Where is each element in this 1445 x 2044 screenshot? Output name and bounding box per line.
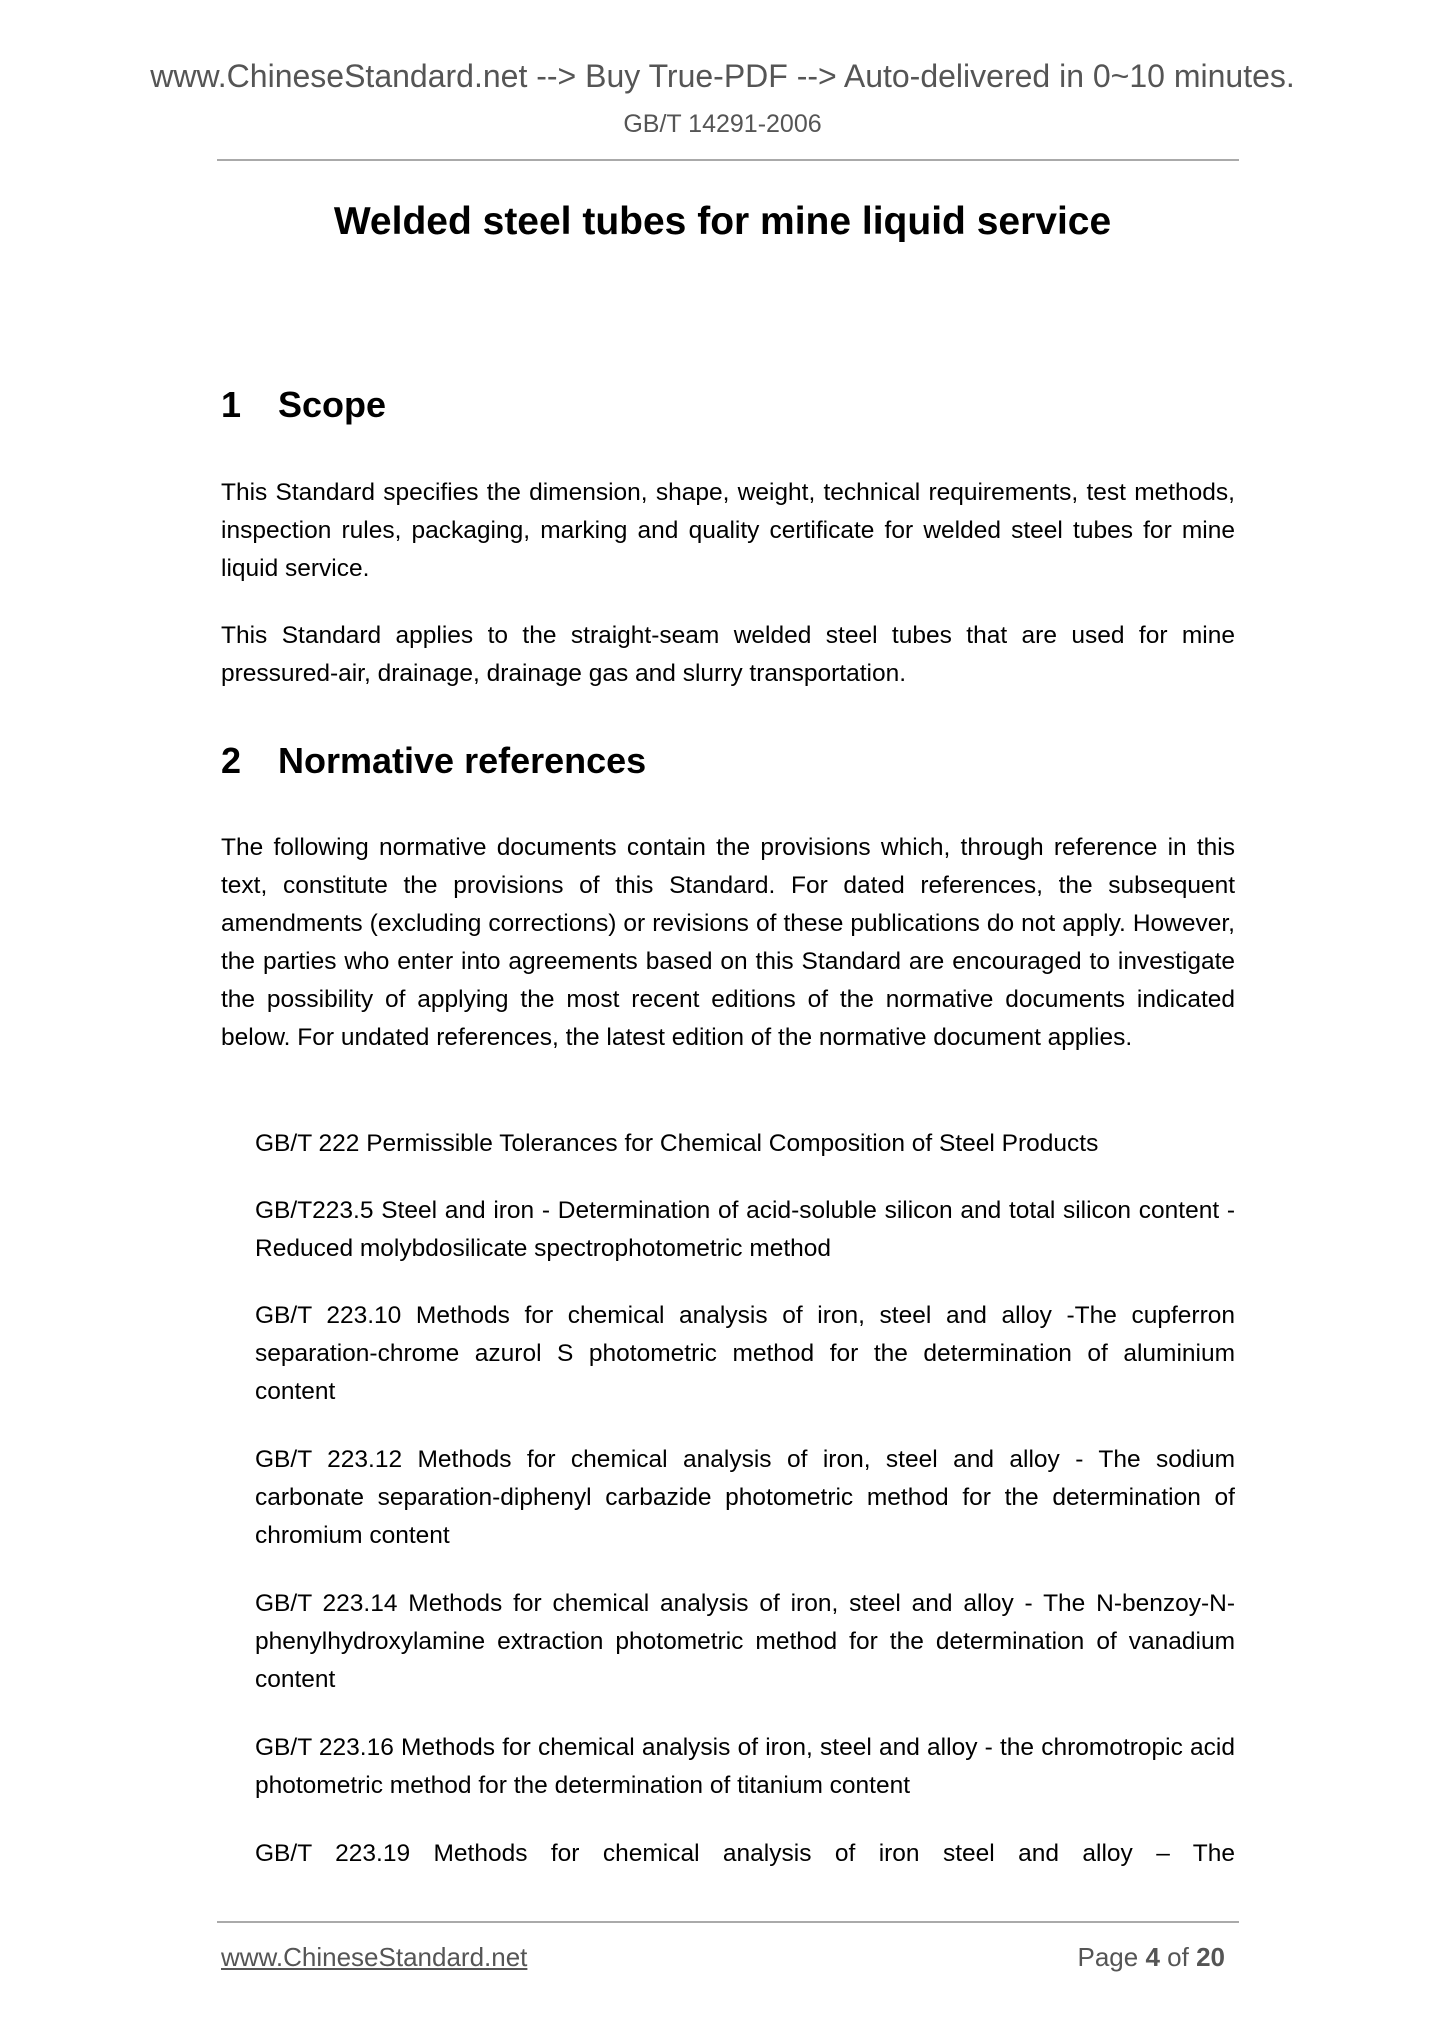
document-title: Welded steel tubes for mine liquid service (333, 200, 1112, 243)
page-of: of (1167, 1942, 1189, 1972)
paragraph: This Standard specifies the dimension, shape, weight, technical requirements, test methods, inspection rules, packaging, marking and quality certificate for welded steel tubes for mine liquid service. (221, 479, 1235, 582)
section-title: Normative references (278, 740, 647, 781)
reference-item: GB/T 223.16 Methods for chemical analysis of iron, steel and alloy - the chromotropic acid photometric method for the determination of titanium content (255, 1734, 1235, 1799)
section-heading-scope (221, 384, 386, 426)
header-banner: www.ChineseStandard.net --> Buy True-PDF --> Auto-delivered in 0~10 minutes. (150, 58, 1295, 94)
section-heading-normative-references (221, 740, 646, 782)
reference-item: GB/T223.5 Steel and iron - Determination of acid-soluble silicon and total silicon content - Reduced molybdosilicate spectrophotometric method (255, 1197, 1235, 1262)
section-number: 2 (221, 740, 242, 781)
paragraph: This Standard applies to the straight-seam welded steel tubes that are used for mine pressured-air, drainage, drainage gas and slurry transportation. (221, 622, 1235, 687)
standard-code: GB/T 14291-2006 (623, 110, 822, 138)
reference-item: GB/T 223.14 Methods for chemical analysis of iron, steel and alloy - The N-benzoy-N-phenylhydroxylamine extraction photometric method for the determination of vanadium content (255, 1590, 1235, 1693)
reference-item: GB/T 223.19 Methods for chemical analysis of iron steel and alloy – The (255, 1840, 1235, 1867)
footer-link[interactable]: www.ChineseStandard.net (221, 1942, 528, 1972)
page-label: Page (1077, 1942, 1139, 1972)
reference-item: GB/T 223.10 Methods for chemical analysis of iron, steel and alloy -The cupferron separation-chrome azurol S photometric method for the determination of aluminium content (255, 1302, 1235, 1405)
section-title: Scope (278, 384, 387, 425)
page-indicator (1077, 1942, 1225, 1973)
page-total: 20 (1196, 1942, 1225, 1972)
header-divider (217, 159, 1239, 161)
section-number: 1 (221, 384, 242, 425)
footer-divider (217, 1921, 1239, 1923)
reference-item: GB/T 222 Permissible Tolerances for Chemical Composition of Steel Products (255, 1130, 1099, 1157)
reference-item: GB/T 223.12 Methods for chemical analysis of iron, steel and alloy - The sodium carbonate separation-diphenyl carbazide photometric method for the determination of chromium content (255, 1446, 1235, 1549)
paragraph: The following normative documents contain the provisions which, through reference in this text, constitute the provisions of this Standard. For dated references, the subsequent amendments (excluding corrections) or revisions of these publications do not apply. However, the parties who enter into agreements based on this Standard are encouraged to investigate the possibility of applying the most recent editions of the normative documents indicated below. For undated references, the latest edition of the normative document applies. (221, 834, 1235, 1051)
page-current: 4 (1145, 1942, 1160, 1972)
